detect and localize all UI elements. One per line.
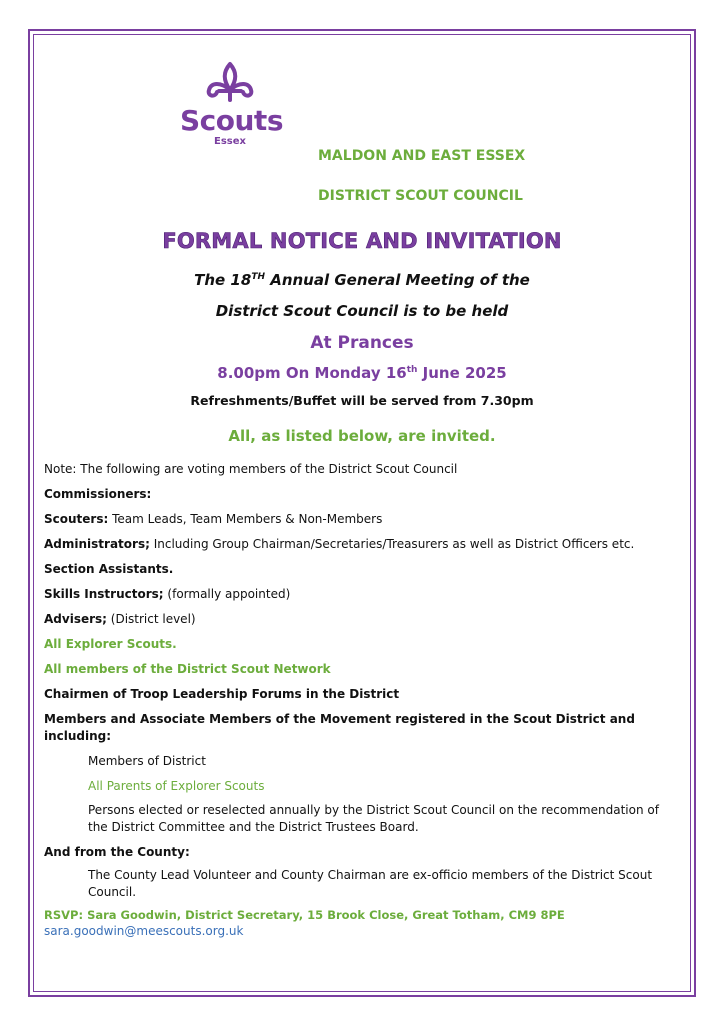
refreshments-note: Refreshments/Buffet will be served from 7.30pm (190, 393, 534, 408)
list-skills-instructors (44, 587, 290, 601)
list-county (44, 845, 190, 859)
administrators-label: Administrators; (44, 537, 150, 551)
skills-text: (formally appointed) (163, 587, 291, 601)
meeting-line-2: District Scout Council is to be held (215, 302, 509, 320)
sublist-members-district: Members of District (88, 754, 206, 768)
county-members-text: The County Lead Volunteer and County Chairman are ex-officio members of the District Scout Council. (88, 868, 653, 899)
advisers-label: Advisers; (44, 612, 107, 626)
list-chairmen (44, 687, 399, 701)
scouts-logo (180, 60, 283, 147)
list-members (44, 711, 664, 745)
meeting-venue: At Prances (310, 333, 414, 353)
date-suffix: th (406, 365, 418, 375)
explorers-label: All Explorer Scouts. (44, 637, 177, 651)
county-label: And from the County: (44, 845, 190, 859)
commissioners-label: Commissioners: (44, 487, 152, 501)
datetime-post: June 2025 (417, 364, 507, 382)
advisers-text: (District level) (106, 612, 196, 626)
list-commissioners (44, 487, 151, 501)
list-scouters (44, 512, 382, 526)
section-assistants-label: Section Assistants. (44, 562, 174, 576)
network-label: All members of the District Scout Network (44, 662, 331, 676)
voting-note: Note: The following are voting members of the District Scout Council (44, 462, 458, 476)
sublist-elected-persons: Persons elected or reselected annually by the District Scout Council on the recommendation of the District Committee and the District Trustees Board. (88, 803, 659, 834)
rsvp-line (44, 908, 565, 922)
logo-county: Essex (214, 136, 246, 147)
list-section-assistants (44, 562, 173, 576)
administrators-text: Including Group Chairman/Secretaries/Treasurers as well as District Officers etc. (149, 537, 635, 551)
skills-label: Skills Instructors; (44, 587, 164, 601)
list-advisers (44, 612, 196, 626)
ordinal-suffix: TH (251, 272, 265, 282)
rsvp-email-link[interactable]: sara.goodwin@meescouts.org.uk (44, 924, 244, 938)
logo-wordmark: Scouts (180, 104, 283, 137)
invited-note: All, as listed below, are invited. (228, 427, 496, 445)
list-administrators (44, 537, 634, 551)
scouters-text: Team Leads, Team Members & Non-Members (108, 512, 383, 526)
members-label: Members and Associate Members of the Movement registered in the Scout District and including: (44, 712, 635, 743)
list-scout-network (44, 662, 331, 676)
sublist-explorer-parents: All Parents of Explorer Scouts (88, 779, 265, 793)
scouters-label: Scouters: (44, 512, 109, 526)
datetime-pre: 8.00pm On Monday 16 (217, 364, 407, 382)
chairmen-label: Chairmen of Troop Leadership Forums in the District (44, 687, 400, 701)
list-explorer-scouts (44, 637, 177, 651)
meeting-line-1 (0, 271, 724, 289)
fleur-de-lis-icon (203, 60, 257, 104)
header-council: DISTRICT SCOUT COUNCIL (318, 188, 523, 204)
meeting-line-1-pre: The 18 (194, 271, 252, 289)
page-title: FORMAL NOTICE AND INVITATION (162, 229, 562, 253)
rsvp-text: RSVP: Sara Goodwin, District Secretary, 15 Brook Close, Great Totham, CM9 8PE (44, 908, 565, 922)
header-district: MALDON AND EAST ESSEX (318, 148, 526, 164)
meeting-line-1-post: Annual General Meeting of the (264, 271, 530, 289)
meeting-datetime (0, 364, 724, 382)
